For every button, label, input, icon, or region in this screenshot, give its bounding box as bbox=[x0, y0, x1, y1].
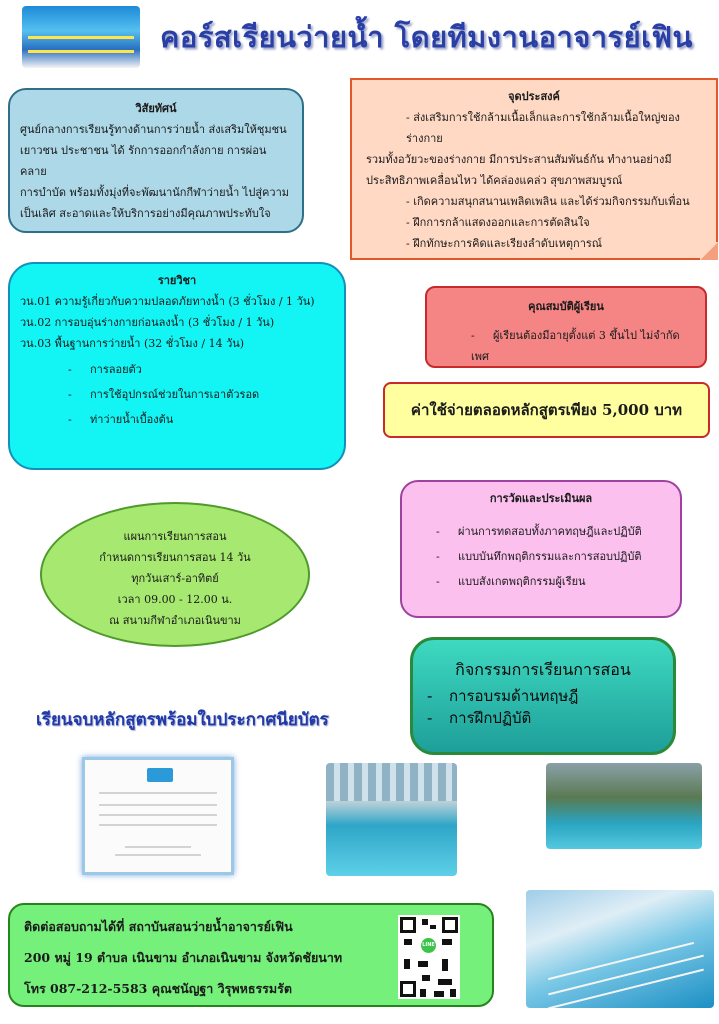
course-subitem: - การใช้อุปกรณ์ช่วยในการเอาตัวรอด bbox=[68, 388, 260, 401]
evaluation-item: - แบบสังเกตพฤติกรรมผู้เรียน bbox=[436, 575, 586, 588]
courses-heading: รายวิชา bbox=[157, 274, 197, 287]
purpose-line: - ฝึกทักษะการคิดและเรียงลำดับเหตุการณ์ bbox=[406, 237, 603, 250]
plan-line: แผนการเรียนการสอน bbox=[123, 530, 227, 543]
qualification-item: - ผู้เรียนต้องมีอายุตั้งแต่ 3 ขึ้นไป ไม่จำกัดเพศ bbox=[471, 329, 680, 363]
purpose-line: - ฝึกการกล้าแสดงออกและการตัดสินใจ bbox=[406, 216, 590, 229]
course-subitem: - ท่าว่ายน้ำเบื้องต้น bbox=[68, 413, 174, 426]
course-subitem: - การลอยตัว bbox=[68, 363, 142, 376]
course-line: วน.01 ความรู้เกี่ยวกับความปลอดภัยทางน้ำ (3 ชั่วโมง / 1 วัน) bbox=[20, 295, 315, 308]
indoor-pool-class-photo bbox=[326, 763, 457, 876]
purpose-line: ประสิทธิภาพเคลื่อนไหว ได้คล่องแคล่ว สุขภาพสมบูรณ์ bbox=[366, 174, 623, 187]
purpose-line: รวมทั้งอวัยวะของร่างกาย มีการประสานสัมพันธ์กัน ทำงานอย่างมี bbox=[366, 153, 672, 166]
vision-line: การบำบัด พร้อมทั้งมุ่งที่จะพัฒนานักกีฬาว่ายน้ำ ไปสู่ความ bbox=[20, 186, 289, 199]
vision-heading: วิสัยทัศน์ bbox=[135, 102, 177, 115]
page-fold-corner bbox=[700, 242, 718, 260]
activity-heading: กิจกรรมการเรียนการสอน bbox=[455, 660, 631, 679]
evaluation-item: - แบบบันทึกพฤติกรรมและการสอบปฏิบัติ bbox=[436, 550, 642, 563]
activity-item: - การฝึกปฏิบัติ bbox=[427, 709, 532, 727]
vision-line: เป็นเลิศ สะอาดและให้บริการอย่างมีคุณภาพประทับใจ bbox=[20, 207, 271, 220]
vision-line: เยาวชน ประชาชน ได้ รักการออกกำลังกาย การผ่อนคลาย bbox=[20, 144, 267, 178]
courses-box bbox=[8, 262, 346, 470]
purpose-box bbox=[350, 78, 718, 260]
qualification-heading: คุณสมบัติผู้เรียน bbox=[528, 300, 604, 313]
line-logo-icon: LINE bbox=[421, 938, 436, 953]
header-swimmer-photo bbox=[22, 6, 140, 68]
contact-line: ติดต่อสอบถามได้ที่ สถาบันสอนว่ายน้ำอาจารย์เฟิน bbox=[24, 919, 293, 934]
course-line: วน.03 พื้นฐานการว่ายน้ำ (32 ชั่วโมง / 14 วัน) bbox=[20, 337, 245, 350]
certificate-caption: เรียนจบหลักสูตรพร้อมใบประกาศนียบัตร bbox=[36, 710, 329, 730]
plan-line: กำหนดการเรียนการสอน 14 วัน bbox=[99, 551, 251, 564]
schedule-ellipse bbox=[40, 502, 310, 647]
purpose-line: - ส่งเสริมการใช้กล้ามเนื้อเล็กและการใช้กล้ามเนื้อใหญ่ของร่างกาย bbox=[406, 111, 680, 145]
page-title: คอร์สเรียนว่ายน้ำ โดยทีมงานอาจารย์เฟิน bbox=[160, 20, 693, 54]
line-qr-code[interactable] bbox=[398, 915, 460, 999]
activity-item: - การอบรมด้านทฤษฎี bbox=[427, 687, 579, 705]
activity-box bbox=[410, 637, 676, 755]
plan-line: ทุกวันเสาร์-อาทิตย์ bbox=[131, 572, 219, 585]
evaluation-item: - ผ่านการทดสอบทั้งภาคทฤษฎีและปฏิบัติ bbox=[436, 525, 642, 538]
contact-line: 200 หมู่ 19 ตำบล เนินขาม อำเภอเนินขาม จังหวัดชัยนาท bbox=[24, 950, 343, 965]
certificate-image bbox=[82, 757, 234, 875]
qualification-box bbox=[425, 286, 707, 368]
covered-pool-photo bbox=[526, 890, 714, 1008]
course-line: วน.02 การอบอุ่นร่างกายก่อนลงน้ำ (3 ชั่วโมง / 1 วัน) bbox=[20, 316, 275, 329]
evaluation-heading: การวัดและประเมินผล bbox=[489, 492, 593, 505]
vision-line: ศูนย์กลางการเรียนรู้ทางด้านการว่ายน้ำ ส่งเสริมให้ชุมชน bbox=[20, 123, 287, 136]
purpose-heading: จุดประสงค์ bbox=[508, 90, 560, 103]
plan-line: ณ สนามกีฬาอำเภอเนินขาม bbox=[109, 614, 241, 627]
plan-line: เวลา 09.00 - 12.00 น. bbox=[117, 593, 233, 606]
outdoor-pool-group-photo bbox=[546, 763, 702, 849]
purpose-line: - เกิดความสนุกสนานเพลิดเพลิน และได้ร่วมกิจกรรมกับเพื่อน bbox=[406, 195, 690, 208]
evaluation-box bbox=[400, 480, 682, 618]
vision-box bbox=[8, 88, 304, 233]
cost-banner: ค่าใช้จ่ายตลอดหลักสูตรเพียง 5,000 บาท bbox=[383, 382, 710, 438]
contact-line: โทร 087-212-5583 คุณชนัญฐา วิรุพหธรรมรัต bbox=[24, 981, 292, 996]
